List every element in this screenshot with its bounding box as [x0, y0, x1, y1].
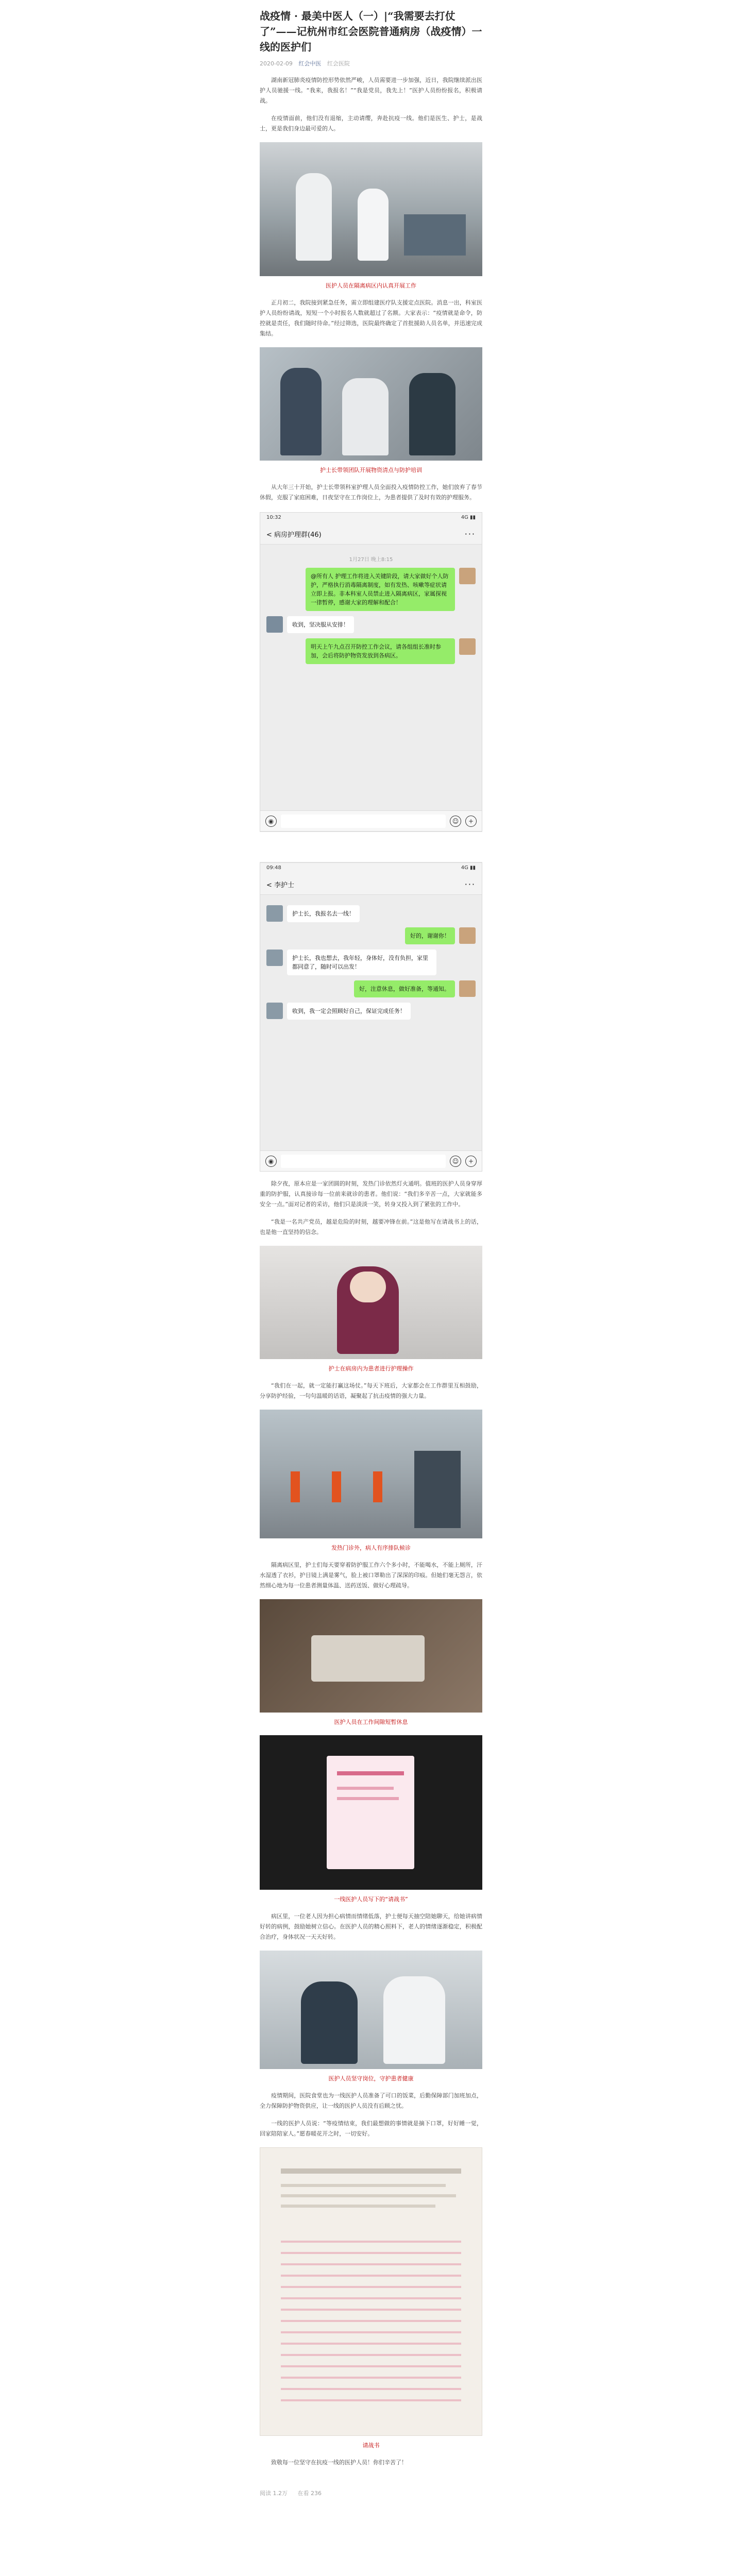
chat-navbar	[260, 874, 482, 895]
more-icon[interactable]: ···	[464, 879, 476, 889]
chat-input-bar	[260, 1150, 482, 1171]
status-time: 10:32	[266, 515, 281, 520]
chat-input[interactable]	[281, 815, 446, 828]
article-meta	[260, 60, 482, 68]
message-bubble[interactable]: 明天上午九点召开防控工作会议，请各组组长准时参加，会后将防护物资发放到各病区。	[306, 638, 455, 664]
chat-title[interactable]: < 病房护理群(46)	[266, 531, 322, 539]
avatar[interactable]	[266, 905, 283, 922]
chat-title[interactable]: < 李护士	[266, 882, 295, 889]
message-bubble[interactable]: 好，注意休息，做好准备，等通知。	[354, 980, 455, 997]
paragraph: 病区里，一位老人因为担心病情而情绪低落，护士便每天抽空陪她聊天，给她讲病情好转的病例，鼓励她树立信心。在医护人员的精心照料下，老人的情绪逐渐稳定，积极配合治疗，身体状况一天天好转。	[260, 1913, 482, 1940]
photo-nurse-care	[260, 1246, 482, 1359]
paragraph: 除夕夜，原本应是一家团圆的时刻，发热门诊依然灯火通明。值班的医护人员身穿厚重的防护服，认真接诊每一位前来就诊的患者。他们说：“我们多辛苦一点，大家就能多安全一点。”面对记者的采访，他们只是淡淡一笑，转身又投入到了紧张的工作中。	[260, 1180, 482, 1208]
chat-message	[266, 1003, 476, 1020]
phone-status-bar	[260, 863, 482, 874]
avatar[interactable]	[459, 568, 476, 584]
paragraph: 在疫情面前，他们没有退缩，主动请缨，奔赴抗疫一线。他们是医生、护士，是战士，更是我们身边最可爱的人。	[260, 115, 482, 132]
chat-message	[266, 950, 476, 975]
chat-screenshot-private	[260, 862, 482, 1172]
chat-screenshot-group	[260, 512, 482, 832]
emoji-icon[interactable]: ☺	[450, 1156, 461, 1167]
paragraph: 一线的医护人员说：“等疫情结束，我们最想做的事情就是摘下口罩，好好睡一觉，回家陪陪家人。”愿春暖花开之时，一切安好。	[260, 2120, 482, 2137]
status-signal: 4G ▮▮	[461, 515, 476, 520]
photo-caption: 发热门诊外，病人有序排队候诊	[331, 1545, 411, 1551]
avatar[interactable]	[459, 638, 476, 655]
voice-icon[interactable]: ◉	[265, 1156, 277, 1167]
chat-time-label: 1月27日 晚上8:15	[349, 557, 393, 563]
photo-ward	[260, 142, 482, 276]
avatar[interactable]	[266, 1003, 283, 1019]
paragraph: 从大年三十开始，护士长带领科室护理人员全面投入疫情防控工作，她们放弃了春节休假，克服了家庭困难，日夜坚守在工作岗位上，为患者提供了及时有效的护理服务。	[260, 484, 482, 501]
read-count: 阅读 1.2万	[260, 2490, 288, 2497]
phone-status-bar	[260, 513, 482, 524]
status-time: 09:48	[266, 865, 281, 871]
photo-pledge-document	[260, 2147, 482, 2436]
like-count[interactable]: 在看 236	[297, 2490, 322, 2497]
chat-navbar	[260, 524, 482, 545]
article-author: 红会医院	[327, 60, 350, 67]
photo-caption: 请战书	[362, 2442, 380, 2449]
chat-message	[266, 638, 476, 664]
chat-input-bar	[260, 810, 482, 831]
plus-icon[interactable]: +	[465, 1156, 477, 1167]
photo-duty	[260, 1951, 482, 2069]
chat-body	[260, 895, 482, 1030]
paragraph: 隔离病区里，护士们每天要穿着防护服工作六个多小时，不能喝水，不能上厕所，汗水湿透了衣衫，护目镜上满是雾气，脸上被口罩勒出了深深的印痕。但她们毫无怨言，依然细心地为每一位患者测量体温、送药送饭、做好心理疏导。	[260, 1562, 482, 1589]
status-signal: 4G ▮▮	[461, 865, 476, 871]
paragraph: “我们在一起，就一定能打赢这场仗。”每天下班后，大家都会在工作群里互相鼓励，分享防护经验，一句句温暖的话语，凝聚起了抗击疫情的强大力量。	[260, 1382, 482, 1399]
chat-message	[266, 905, 476, 922]
chat-input[interactable]	[281, 1155, 446, 1168]
article-date: 2020-02-09	[260, 60, 293, 67]
chat-message	[266, 927, 476, 944]
photo-caption: 护士长带领团队开展物资清点与防护培训	[320, 467, 422, 473]
photo-caption: 医护人员坚守岗位，守护患者健康	[328, 2075, 414, 2082]
avatar[interactable]	[459, 927, 476, 944]
paragraph: 正月初二，我院接到紧急任务，需立即组建医疗队支援定点医院。消息一出，科室医护人员纷纷请战，短短一个小时报名人数就超过了名额。大家表示：“疫情就是命令，防控就是责任，我们随时待命。”经过筛选，医院最终确定了首批援助人员名单，并迅速完成集结。	[260, 299, 482, 337]
paragraph: 致敬每一位坚守在抗疫一线的医护人员！你们辛苦了！	[271, 2459, 407, 2466]
paragraph: 湖南新冠肺炎疫情防控形势依然严峻，人员需要进一步加强，近日，我院继续派出医护人员驰援一线。“我来，我报名！”“我是党员，我先上！”医护人员纷纷报名，积极请战。	[260, 77, 482, 104]
avatar[interactable]	[266, 950, 283, 966]
paragraph: 疫情期间，医院食堂也为一线医护人员准备了可口的饭菜，后勤保障部门加班加点，全力保障防护物资供应，让一线的医护人员没有后顾之忧。	[260, 2092, 482, 2109]
article-footer	[260, 2488, 482, 2499]
avatar[interactable]	[266, 616, 283, 633]
paragraph: “我是一名共产党员，越是危险的时刻，越要冲锋在前。”这是他写在请战书上的话，也是他一直坚持的信念。	[260, 1218, 482, 1235]
photo-caption: 护士在病房内为患者进行护理操作	[328, 1365, 414, 1372]
message-bubble[interactable]: 护士长，我也想去，我年轻，身体好，没有负担，家里都同意了，随时可以出发！	[287, 950, 436, 975]
article	[260, 0, 482, 2576]
message-bubble[interactable]: @所有人 护理工作将进入关键阶段，请大家做好个人防护，严格执行消毒隔离制度，如有发热、咳嗽等症状请立即上报。非本科室人员禁止进入隔离病区，家属探视一律暂停，感谢大家的理解和配合！	[306, 568, 455, 611]
photo-pledge	[260, 1735, 482, 1890]
article-title: 战疫情 · 最美中医人（一）|“我需要去打仗了”——记杭州市红会医院普通病房（战疫情）一线的医护们	[260, 10, 482, 53]
article-source-link[interactable]: 红会中医	[298, 60, 322, 67]
photo-caption: 医护人员在隔离病区内认真开展工作	[326, 282, 416, 289]
avatar[interactable]	[459, 980, 476, 997]
photo-caption: 医护人员在工作间隙短暂休息	[334, 1719, 408, 1725]
chat-message	[266, 616, 476, 633]
voice-icon[interactable]: ◉	[265, 816, 277, 827]
more-icon[interactable]: ···	[464, 529, 476, 539]
photo-clinic-queue	[260, 1410, 482, 1538]
chat-body	[260, 545, 482, 674]
chat-message	[266, 568, 476, 611]
chat-message	[266, 980, 476, 997]
photo-rest	[260, 1599, 482, 1713]
message-bubble[interactable]: 收到，坚决服从安排！	[287, 616, 354, 633]
message-bubble[interactable]: 护士长，我报名去一线！	[287, 905, 360, 922]
plus-icon[interactable]: +	[465, 816, 477, 827]
photo-caption: 一线医护人员写下的“请战书”	[334, 1896, 408, 1903]
message-bubble[interactable]: 好的，谢谢你！	[405, 927, 455, 944]
emoji-icon[interactable]: ☺	[450, 816, 461, 827]
divider	[260, 832, 482, 862]
photo-team	[260, 347, 482, 461]
message-bubble[interactable]: 收到，我一定会照顾好自己，保证完成任务！	[287, 1003, 411, 1020]
